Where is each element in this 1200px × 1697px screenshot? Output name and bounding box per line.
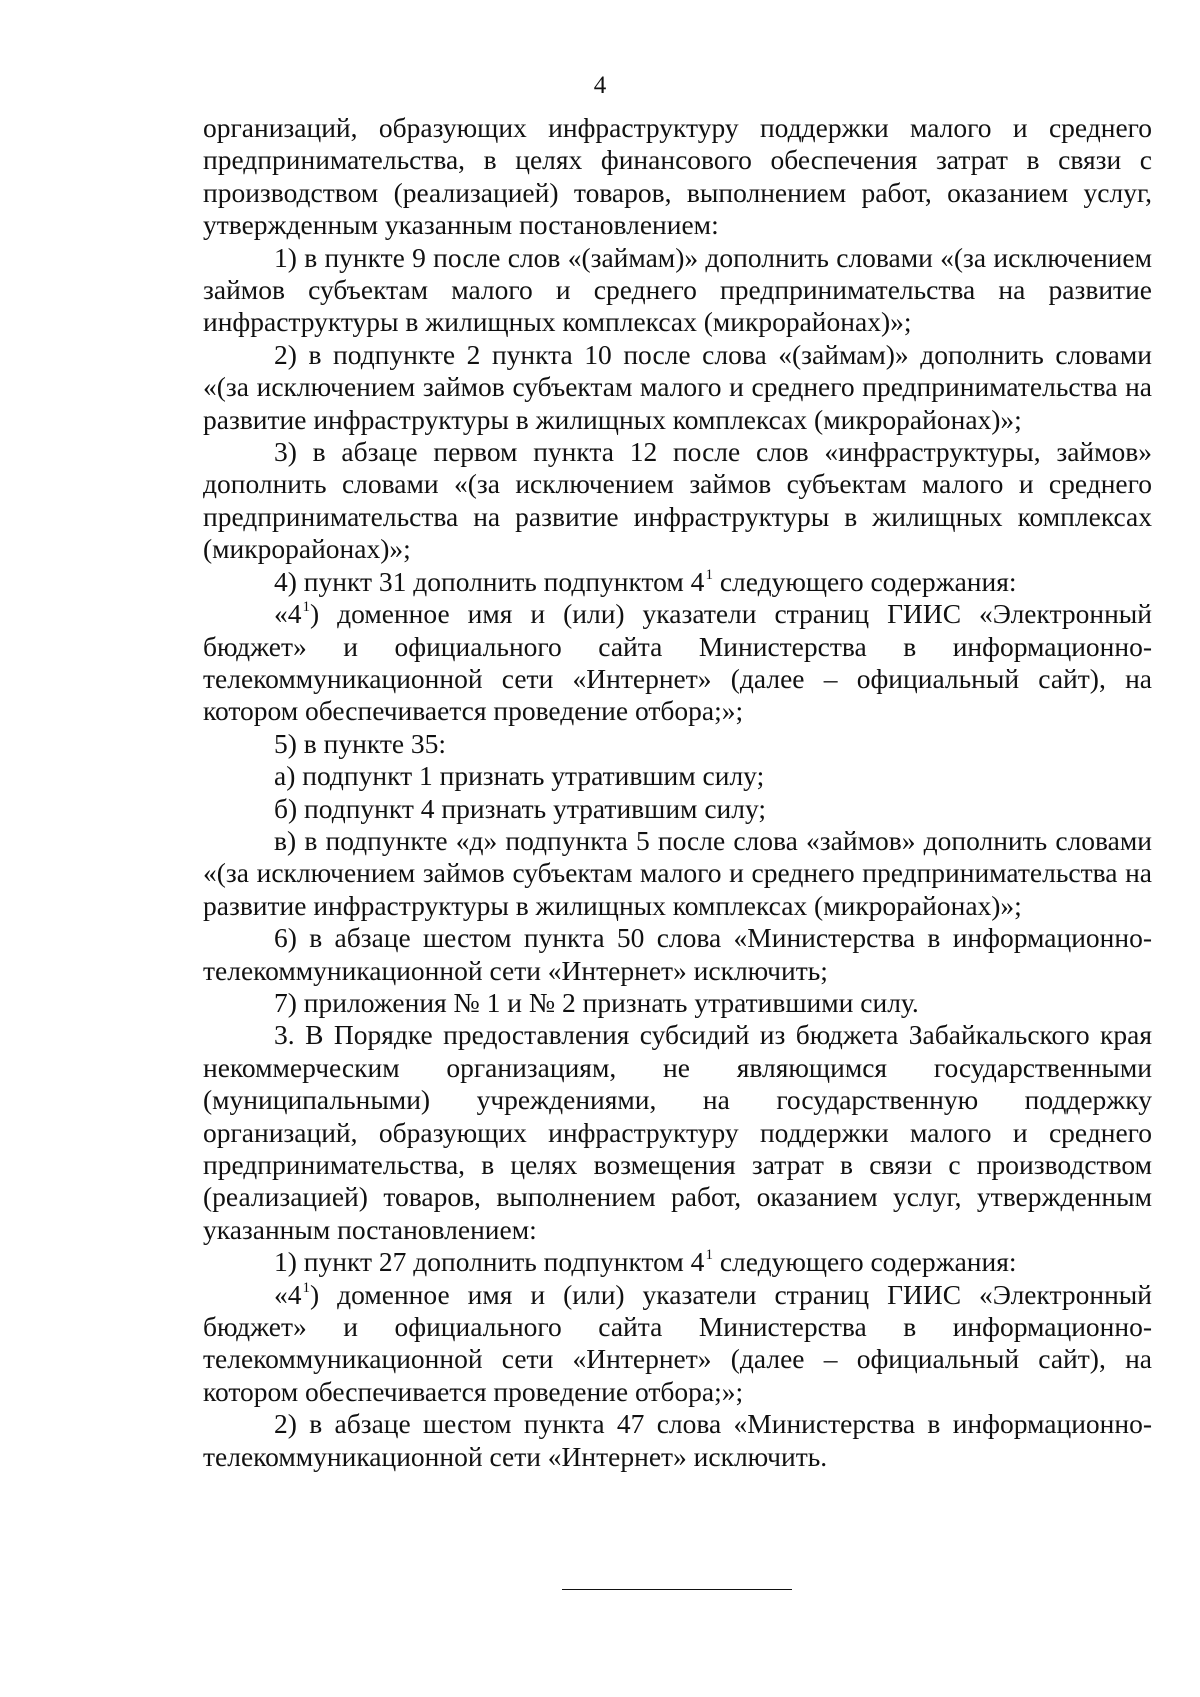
superscript-index: 1: [302, 599, 310, 616]
end-of-document-rule: [562, 1589, 792, 1590]
paragraph-6: [203, 598, 1152, 728]
paragraph-5-text: 4) пункт 31 дополнить подпунктом 4: [274, 565, 705, 597]
paragraph-9: б) подпункт 4 признать утратившим силу;: [274, 792, 766, 824]
paragraph-5: [203, 566, 1152, 598]
paragraph-4: 3) в абзаце первом пункта 12 после слов «инфраструктуры, займов» дополнить словами «(за исключением займов субъектам малого и среднего предпринимательства на развитие инфраструктуры в жилищных комплексах (микрорайонах)»;: [203, 436, 1152, 565]
paragraph-6-text-end: ) доменное имя и (или) указатели страниц ГИИС «Электронный бюджет» и официального сайта Министерства в информационно-телекоммуникационной сети «Интернет» (далее – официальный сайт), на котором обеспечивается проведение отбора;»;: [203, 598, 1152, 727]
paragraph-12: 7) приложения № 1 и № 2 признать утратившими силу.: [274, 986, 919, 1018]
paragraph-5-text-end: следующего содержания:: [712, 565, 1017, 597]
paragraph-10: в) в подпункте «д» подпункта 5 после слова «займов» дополнить словами «(за исключением займов субъектам малого и среднего предпринимательства на развитие инфраструктуры в жилищных комплексах (микрорайонах)»;: [203, 824, 1152, 921]
paragraph-1: организаций, образующих инфраструктуру поддержки малого и среднего предпринимательства, в целях финансового обеспечения затрат в связи с производством (реализацией) товаров, выполнением работ, оказанием услуг, утвержденным указанным постановлением:: [203, 112, 1152, 241]
superscript-index: 1: [705, 1247, 713, 1264]
document-body: [203, 112, 1152, 1473]
paragraph-8: а) подпункт 1 признать утратившим силу;: [274, 760, 765, 792]
paragraph-14: [203, 1246, 1152, 1278]
paragraph-14-text-end: следующего содержания:: [712, 1246, 1017, 1278]
paragraph-6-text: «4: [274, 598, 302, 630]
paragraph-3: 2) в подпункте 2 пункта 10 после слова «(займам)» дополнить словами «(за исключением займов субъектам малого и среднего предпринимательства на развитие инфраструктуры в жилищных комплексах (микрорайонах)»;: [203, 338, 1152, 435]
page-number: 4: [593, 72, 607, 99]
paragraph-15-text-end: ) доменное имя и (или) указатели страниц ГИИС «Электронный бюджет» и официального сайта Министерства в информационно-телекоммуникационной сети «Интернет» (далее – официальный сайт), на котором обеспечивается проведение отбора;»;: [203, 1278, 1152, 1407]
paragraph-13: 3. В Порядке предоставления субсидий из бюджета Забайкальского края некоммерческим организациям, не являющимся государственными (муниципальными) учреждениями, на государственную поддержку организаций, образующих инфраструктуру поддержки малого и среднего предпринимательства, в целях возмещения затрат в связи с производством (реализацией) товаров, выполнением работ, оказанием услуг, утвержденным указанным постановлением:: [203, 1019, 1152, 1245]
paragraph-14-text: 1) пункт 27 дополнить подпунктом 4: [274, 1246, 705, 1278]
paragraph-11: 6) в абзаце шестом пункта 50 слова «Министерства в информационно-телекоммуникационной сети «Интернет» исключить;: [203, 922, 1152, 986]
paragraph-15: [203, 1279, 1152, 1409]
superscript-index: 1: [705, 566, 713, 583]
paragraph-7: 5) в пункте 35:: [274, 727, 447, 759]
superscript-index: 1: [302, 1279, 310, 1296]
paragraph-15-text: «4: [274, 1278, 302, 1310]
paragraph-2: 1) в пункте 9 после слов «(займам)» дополнить словами «(за исключением займов субъектам малого и среднего предпринимательства на развитие инфраструктуры в жилищных комплексах (микрорайонах)»;: [203, 241, 1152, 338]
paragraph-16: 2) в абзаце шестом пункта 47 слова «Министерства в информационно-телекоммуникационной сети «Интернет» исключить.: [203, 1408, 1152, 1472]
